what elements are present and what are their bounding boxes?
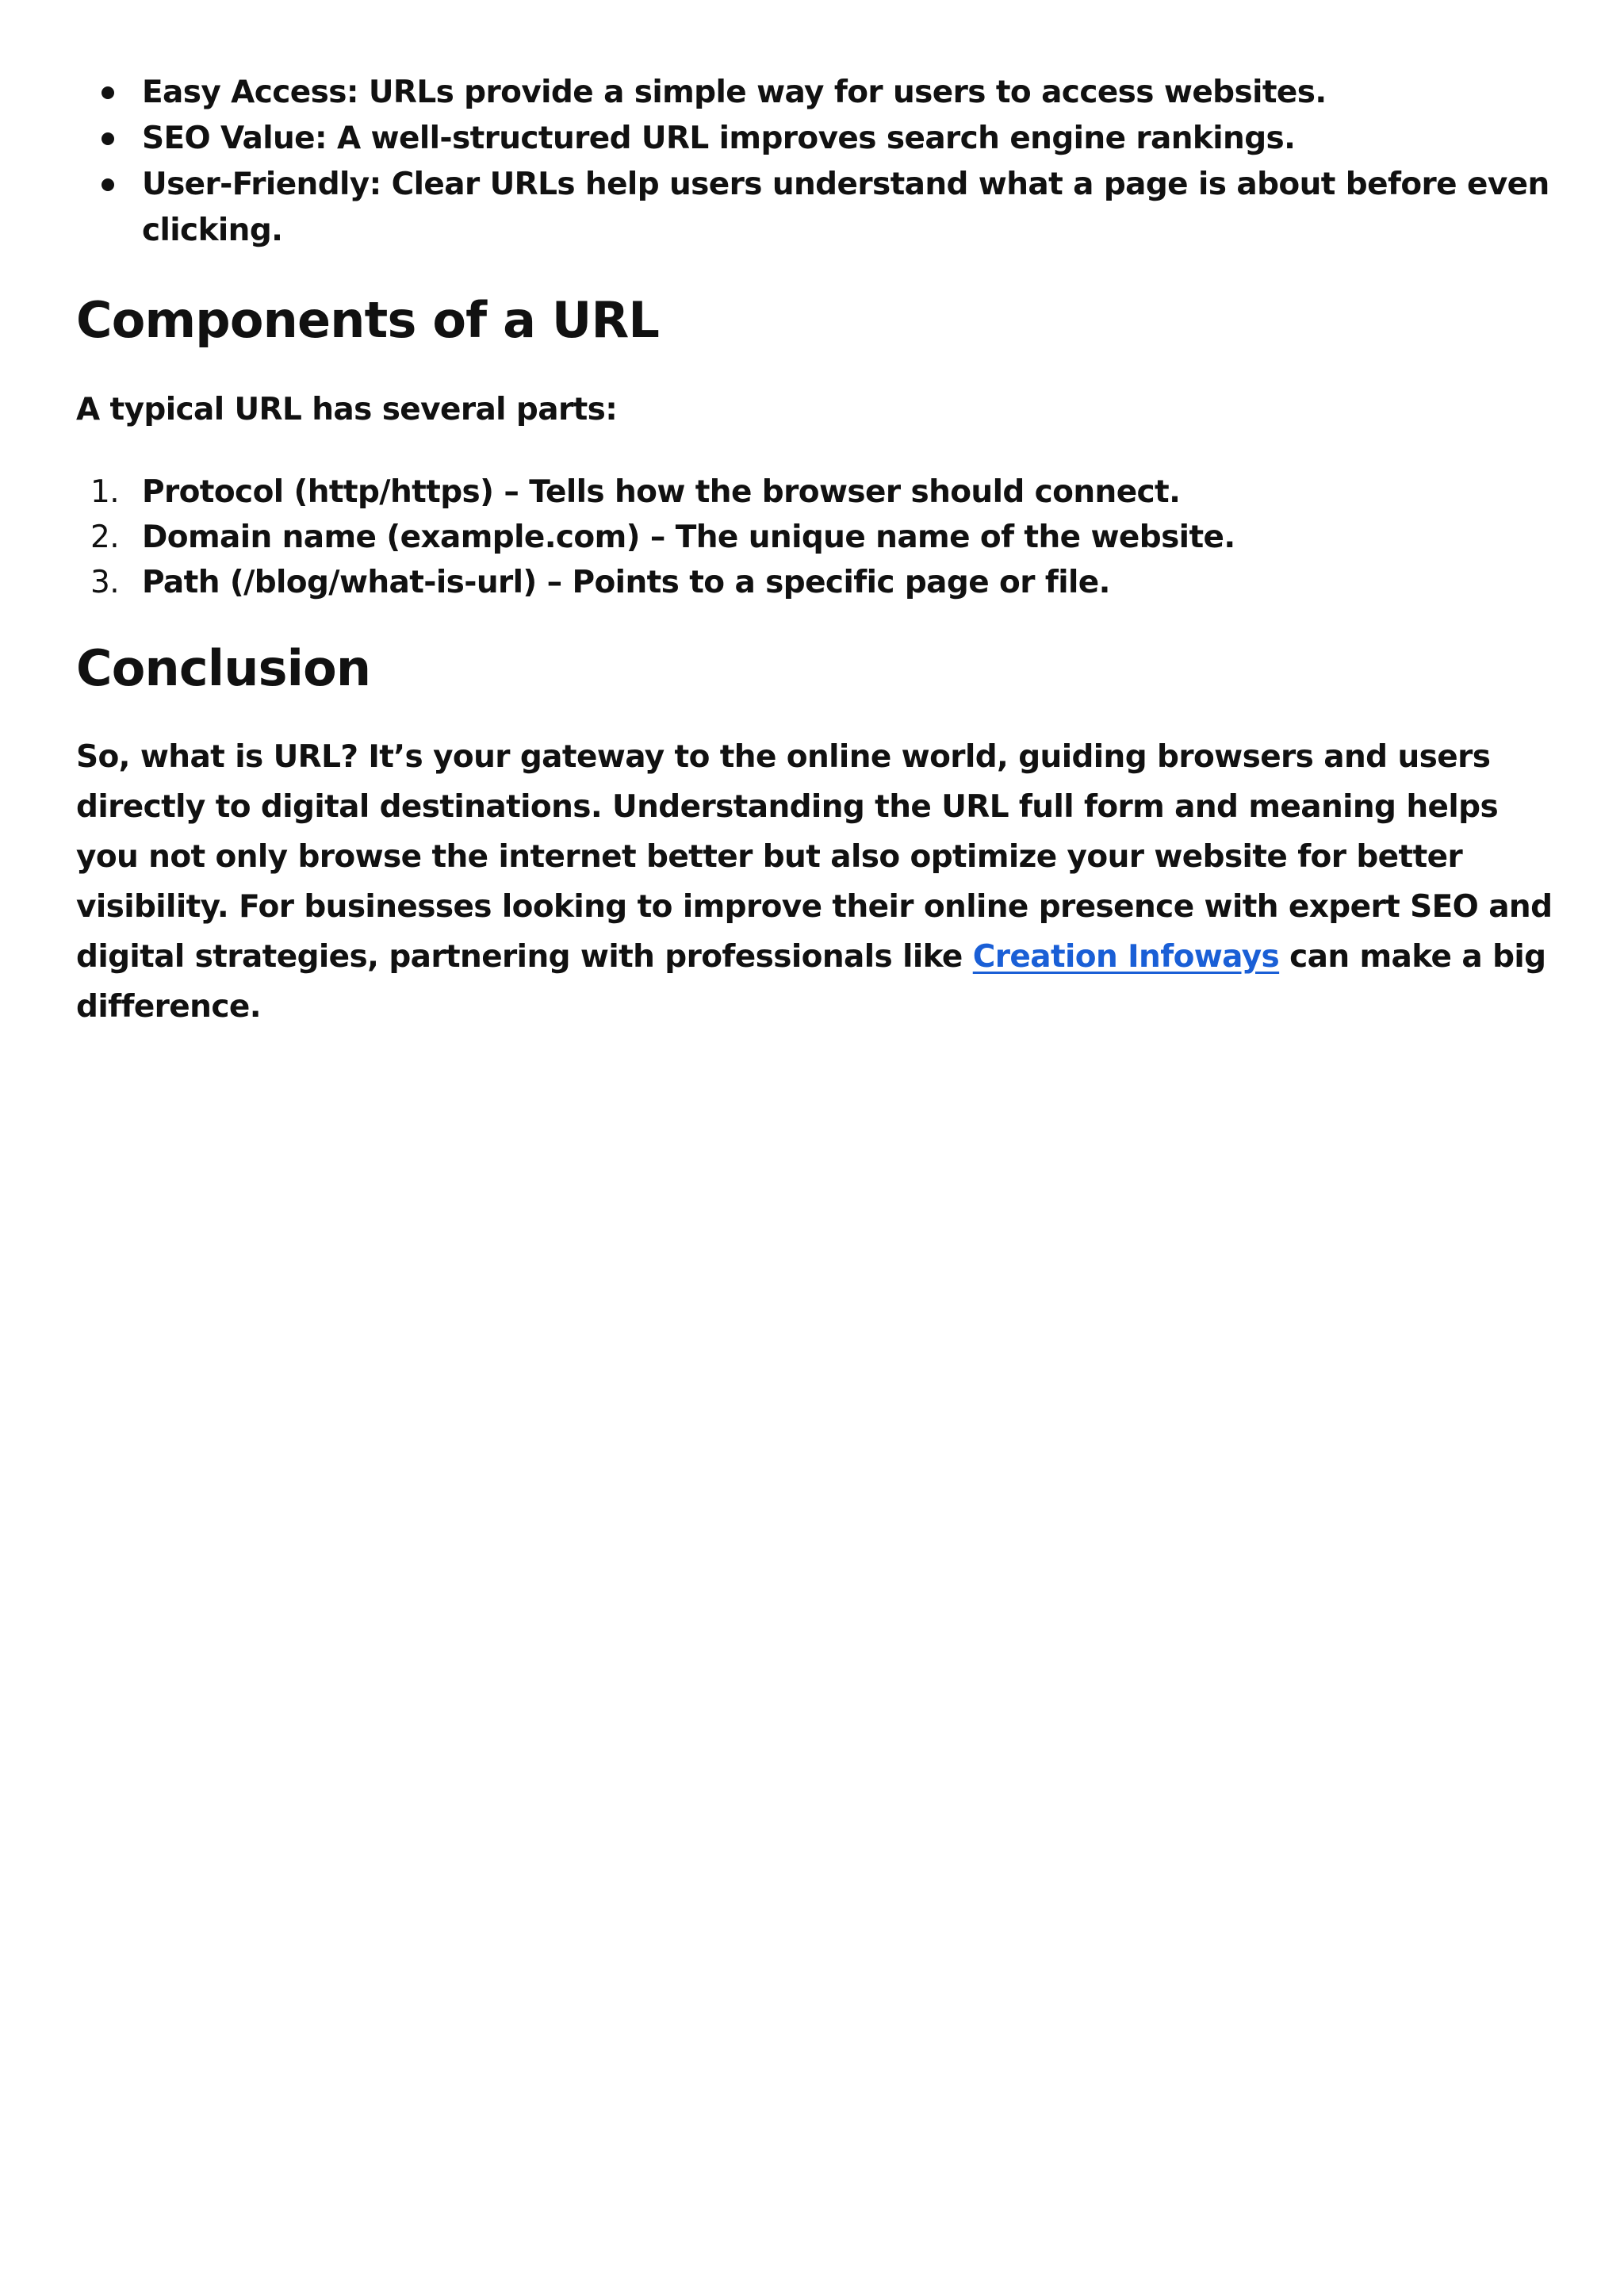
bullet-icon [102,132,114,145]
list-item-text: SEO Value: A well-structured URL improves search engine rankings. [142,121,1296,156]
components-heading: Components of a URL [76,291,660,349]
conclusion-paragraph [76,732,1567,1032]
document-page [76,70,1567,1032]
list-number: 2. [90,519,120,555]
list-item-text: User-Friendly: Clear URLs help users understand what a page is about before even clicking. [142,167,1549,248]
conclusion-text-end: can make a big difference. [76,939,1546,1025]
list-item [76,515,1567,560]
list-number: 3. [90,565,120,600]
list-item [76,162,1567,254]
list-item-text: Domain name (example.com) – The unique name of the website. [142,519,1235,555]
conclusion-heading: Conclusion [76,639,371,697]
conclusion-text: So, what is URL? It’s your gateway to the online world, guiding browsers and users directly to digital destinations. Understanding the URL full form and meaning helps you not only browse the internet better but also optimize your website for better visibility. For businesses looking to improve their online presence with expert SEO and digital strategies, partnering with professionals like [76,739,1553,975]
list-item-text: Path (/blog/what-is-url) – Points to a specific page or file. [142,565,1110,600]
list-number: 1. [90,474,120,510]
bullet-icon [102,86,114,99]
list-item-text: Protocol (http/https) – Tells how the browser should connect. [142,474,1181,510]
list-item [76,70,1567,116]
list-item [76,560,1567,605]
components-intro: A typical URL has several parts: [76,392,618,427]
creation-infoways-link[interactable]: Creation Infoways [972,939,1280,975]
components-list [76,470,1567,605]
list-item [76,470,1567,515]
list-item [76,116,1567,162]
bullet-icon [102,178,114,191]
benefits-list [76,70,1567,254]
list-item-text: Easy Access: URLs provide a simple way for users to access websites. [142,75,1327,110]
